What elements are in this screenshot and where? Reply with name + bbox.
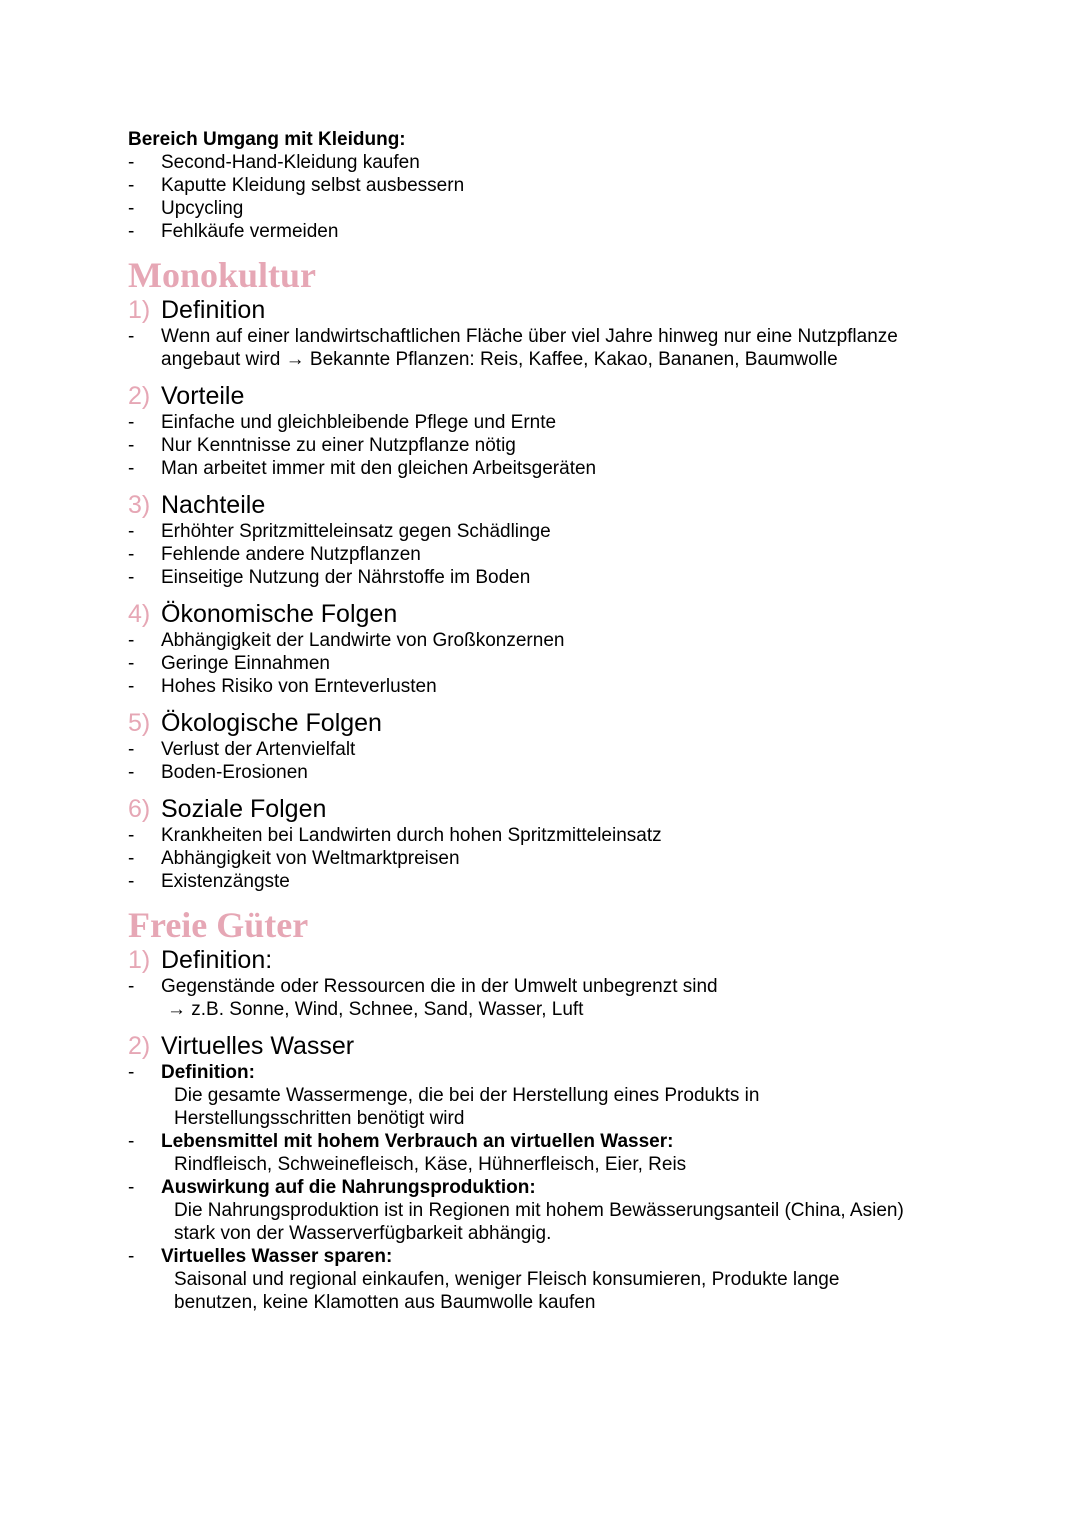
item-text: Die Nahrungsproduktion ist in Regionen mit hohem Bewässerungsanteil (China, Asien)	[174, 1200, 904, 1221]
subsection-title: Definition	[161, 296, 266, 324]
list-item	[128, 1245, 968, 1314]
subsection-number: 6)	[128, 795, 151, 823]
subsection-title: Nachteile	[161, 491, 266, 519]
item-text: Herstellungsschritten benötigt wird	[174, 1108, 465, 1129]
item-text: benutzen, keine Klamotten aus Baumwolle kaufen	[174, 1292, 596, 1313]
list-item: - Hohes Risiko von Ernteverlusten	[128, 675, 968, 698]
item-text: stark von der Wasserverfügbarkeit abhängig.	[174, 1223, 552, 1244]
subsection-nachteile	[128, 490, 968, 520]
subsection-number: 2)	[128, 1032, 151, 1060]
section-title-freie-gueter: Freie Güter	[128, 905, 309, 945]
subsection-number: 5)	[128, 709, 151, 737]
clothing-heading: Bereich Umgang mit Kleidung:	[128, 129, 406, 150]
oekonomisch-list	[128, 629, 968, 698]
oekologisch-list	[128, 738, 968, 784]
subsection-oekologische-folgen	[128, 708, 968, 738]
list-item	[128, 325, 968, 371]
freie-gueter-definition-list	[128, 975, 968, 1021]
subsection-title: Ökologische Folgen	[161, 709, 382, 737]
item-text: Die gesamte Wassermenge, die bei der Herstellung eines Produkts in	[174, 1085, 760, 1106]
subsection-title: Ökonomische Folgen	[161, 600, 398, 628]
list-item: - Erhöhter Spritzmitteleinsatz gegen Schädlinge	[128, 520, 968, 543]
list-item: - Boden-Erosionen	[128, 761, 968, 784]
list-item: - Abhängigkeit von Weltmarktpreisen	[128, 847, 968, 870]
subsection-number: 3)	[128, 491, 151, 519]
definition-text-1: Wenn auf einer landwirtschaftlichen Fläche über viel Jahre hinweg nur eine Nutzpflanze	[161, 326, 898, 347]
subsection-number: 1)	[128, 296, 151, 324]
list-item: - Abhängigkeit der Landwirte von Großkonzernen	[128, 629, 968, 652]
list-item: - Existenzängste	[128, 870, 968, 893]
item-label: Definition:	[161, 1062, 255, 1083]
list-item	[128, 975, 968, 1021]
list-item: - Krankheiten bei Landwirten durch hohen Spritzmitteleinsatz	[128, 824, 968, 847]
document-page	[128, 128, 968, 1314]
nachteile-list	[128, 520, 968, 589]
subsection-number: 2)	[128, 382, 151, 410]
list-item: - Einfache und gleichbleibende Pflege und Ernte	[128, 411, 968, 434]
list-item: - Second-Hand-Kleidung kaufen	[128, 151, 968, 174]
list-item: - Verlust der Artenvielfalt	[128, 738, 968, 761]
item-label: Auswirkung auf die Nahrungsproduktion:	[161, 1177, 536, 1198]
subsection-title: Definition:	[161, 946, 273, 974]
subsection-title: Vorteile	[161, 382, 245, 410]
subsection-title: Virtuelles Wasser	[161, 1032, 355, 1060]
item-label: Lebensmittel mit hohem Verbrauch an virtuellen Wasser:	[161, 1131, 674, 1152]
sozial-list	[128, 824, 968, 893]
vorteile-list	[128, 411, 968, 480]
list-item: - Fehlende andere Nutzpflanzen	[128, 543, 968, 566]
virtuelles-wasser-list	[128, 1061, 968, 1314]
subsection-definition	[128, 295, 968, 325]
list-item: - Fehlkäufe vermeiden	[128, 220, 968, 243]
list-item: - Kaputte Kleidung selbst ausbessern	[128, 174, 968, 197]
subsection-definition	[128, 945, 968, 975]
subsection-title: Soziale Folgen	[161, 795, 327, 823]
item-text: Saisonal und regional einkaufen, weniger Fleisch konsumieren, Produkte lange	[174, 1269, 840, 1290]
definition-examples: → z.B. Sonne, Wind, Schnee, Sand, Wasser, Luft	[167, 999, 584, 1020]
list-item: - Man arbeitet immer mit den gleichen Arbeitsgeräten	[128, 457, 968, 480]
subsection-number: 4)	[128, 600, 151, 628]
subsection-number: 1)	[128, 946, 151, 974]
list-item: - Nur Kenntnisse zu einer Nutzpflanze nötig	[128, 434, 968, 457]
list-item	[128, 1061, 968, 1130]
subsection-virtuelles-wasser	[128, 1031, 968, 1061]
item-text: Rindfleisch, Schweinefleisch, Käse, Hühnerfleisch, Eier, Reis	[174, 1154, 687, 1175]
list-item	[128, 1176, 968, 1245]
list-item	[128, 1130, 968, 1176]
list-item: - Geringe Einnahmen	[128, 652, 968, 675]
item-label: Virtuelles Wasser sparen:	[161, 1246, 393, 1267]
section-title-monokultur: Monokultur	[128, 255, 317, 295]
subsection-soziale-folgen	[128, 794, 968, 824]
subsection-vorteile	[128, 381, 968, 411]
list-item: - Einseitige Nutzung der Nährstoffe im Boden	[128, 566, 968, 589]
subsection-oekonomische-folgen	[128, 599, 968, 629]
clothing-list	[128, 151, 968, 243]
definition-text-2: angebaut wird → Bekannte Pflanzen: Reis, Kaffee, Kakao, Bananen, Baumwolle	[161, 349, 838, 370]
definition-text-1: Gegenstände oder Ressourcen die in der Umwelt unbegrenzt sind	[161, 976, 718, 997]
list-item: - Upcycling	[128, 197, 968, 220]
definition-list	[128, 325, 968, 371]
